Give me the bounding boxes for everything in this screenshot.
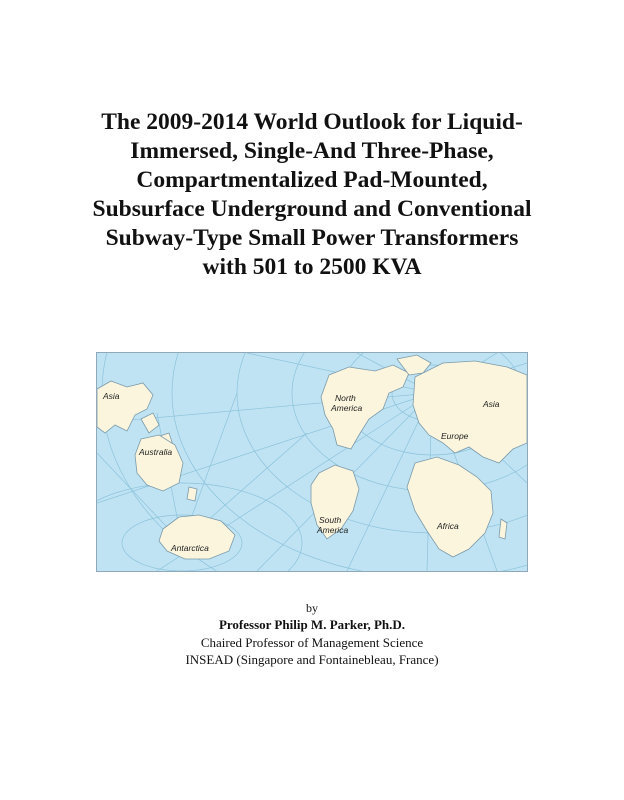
map-label-australia: Australia	[139, 447, 173, 457]
title-line: with 501 to 2500 KVA	[202, 254, 422, 280]
map-label-south-america-2: America	[317, 525, 349, 535]
byline-by: by	[306, 601, 318, 615]
byline	[40, 600, 584, 668]
title-line: Immersed, Single-And Three-Phase,	[130, 138, 494, 164]
map-label-asia-left: Asia	[103, 391, 120, 401]
author-name: Professor Philip M. Parker, Ph.D.	[218, 617, 406, 632]
title-line: The 2009-2014 World Outlook for Liquid-	[101, 109, 523, 135]
map-label-south-america-1: South	[319, 515, 342, 525]
author-affiliation-institution: INSEAD (Singapore and Fontainebleau, France)	[185, 652, 439, 667]
world-map-graphic	[97, 353, 527, 571]
map-label-africa: Africa	[437, 521, 459, 531]
world-map	[96, 352, 528, 572]
map-label-antarctica: Antarctica	[171, 543, 209, 553]
map-label-asia-right: Asia	[483, 399, 500, 409]
map-label-europe: Europe	[441, 431, 469, 441]
map-label-north-america-2: America	[331, 403, 363, 413]
map-label-north-america-1: North	[335, 393, 356, 403]
author-affiliation-title: Chaired Professor of Management Science	[200, 635, 424, 650]
title-line: Subway-Type Small Power Transformers	[105, 225, 519, 251]
new-zealand-land	[187, 487, 197, 501]
title-line: Compartmentalized Pad-Mounted,	[136, 167, 488, 193]
title-line: Subsurface Underground and Conventional	[92, 196, 532, 222]
document-title	[40, 108, 584, 282]
